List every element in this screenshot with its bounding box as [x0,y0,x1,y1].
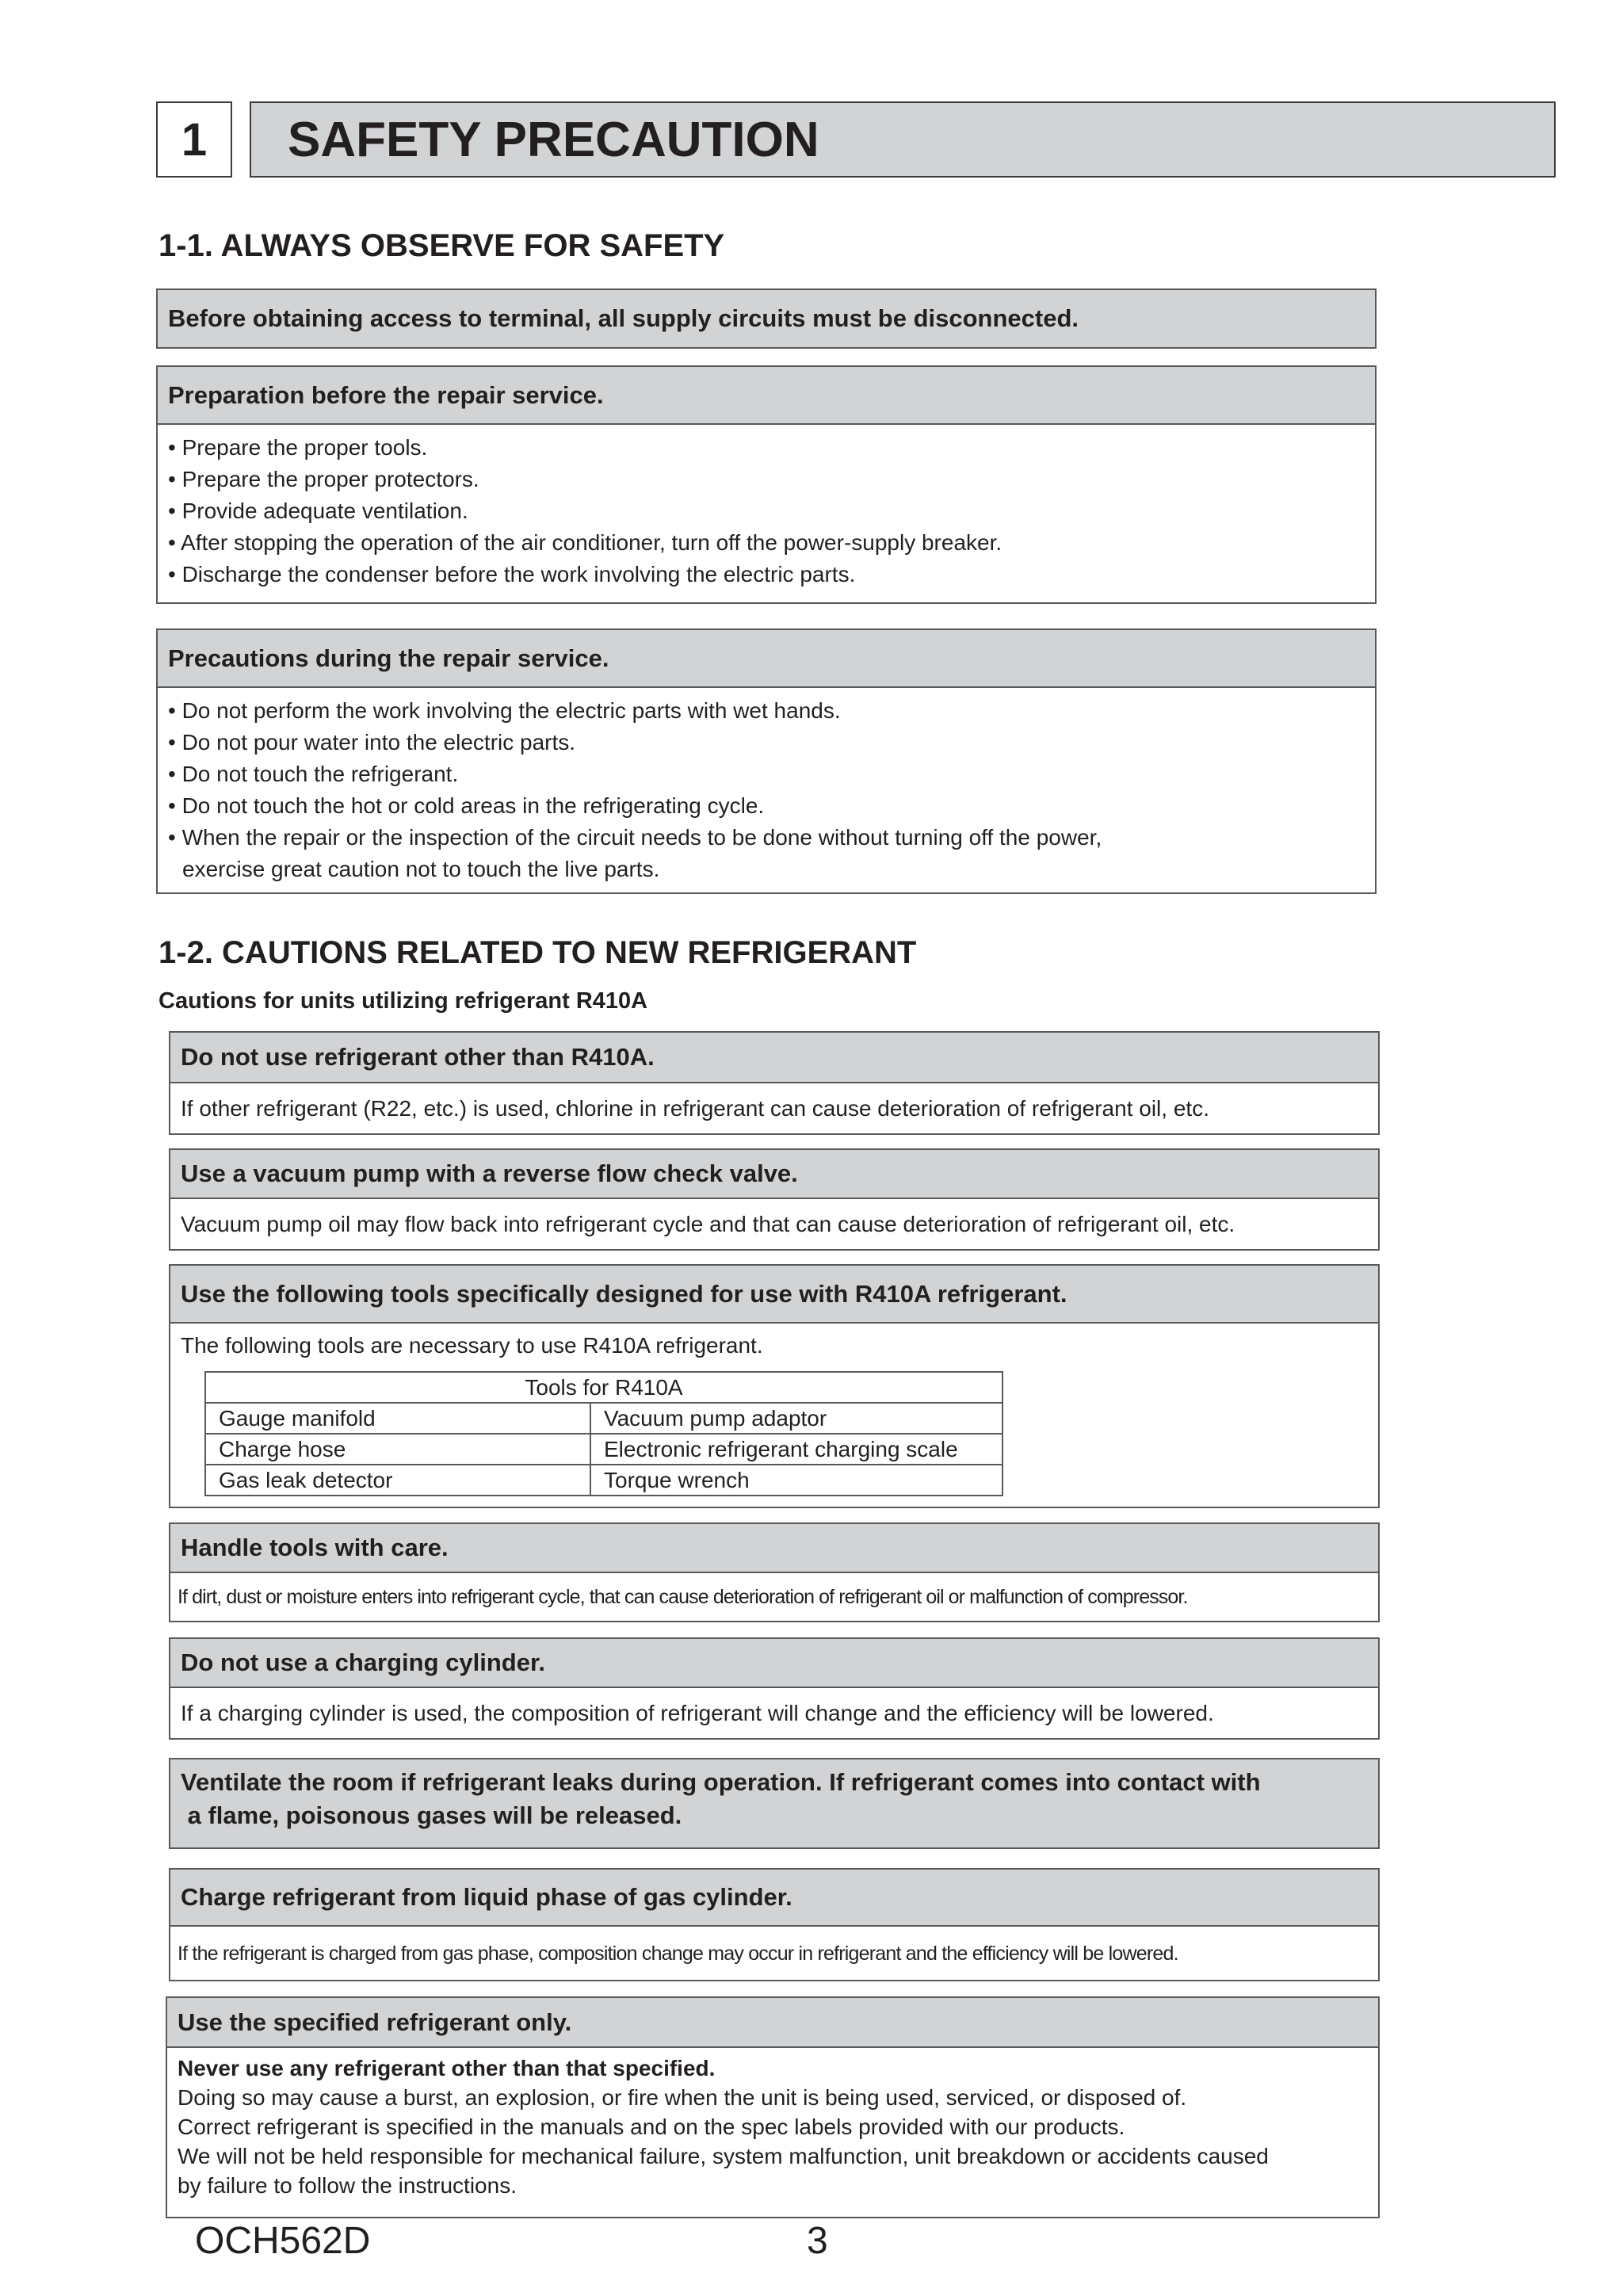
caution-box-4 [169,1522,1380,1622]
caution-box-2 [169,1148,1380,1251]
list-item: • After stopping the operation of the air conditioner, turn off the power-supply breaker. [168,530,1002,555]
caution-header: Use a vacuum pump with a reverse flow check valve. [170,1150,1378,1199]
caution-body [167,2048,1378,2200]
page-number: 3 [807,2220,828,2262]
tools-table [204,1371,1003,1496]
caution-header: Use the specified refrigerant only. [167,1998,1378,2048]
table-row [205,1434,1002,1465]
list-item: • Do not pour water into the electric parts. [168,730,576,755]
table-cell: Charge hose [205,1434,590,1465]
notice-box [156,288,1377,349]
caution-body: If other refrigerant (R22, etc.) is used, chlorine in refrigerant can cause deterioration of refrigerant oil, etc. [181,1095,1209,1121]
caution-box-1 [169,1031,1380,1135]
list-item: • Prepare the proper tools. [168,435,428,460]
precautions-header: Precautions during the repair service. [158,630,1375,688]
table-cell: Torque wrench [590,1465,1002,1496]
list-item: • Do not perform the work involving the electric parts with wet hands. [168,698,841,723]
caution-line: Ventilate the room if refrigerant leaks during operation. If refrigerant comes into contact with [181,1768,1261,1796]
table-cell: Gas leak detector [205,1465,590,1496]
table-cell: Gauge manifold [205,1403,590,1434]
preparation-header: Preparation before the repair service. [158,367,1375,425]
list-item: • Do not touch the hot or cold areas in the refrigerating cycle. [168,793,765,818]
chapter-title [250,101,1556,178]
list-item: • Prepare the proper protectors. [168,467,479,491]
caution-body: The following tools are necessary to use R410A refrigerant. [181,1333,763,1358]
caution-header: Do not use refrigerant other than R410A. [170,1033,1378,1083]
notice-text: Before obtaining access to terminal, all supply circuits must be disconnected. [158,290,1375,347]
section-2-title: 1-2. CAUTIONS RELATED TO NEW REFRIGERANT [158,935,917,970]
table-row [205,1403,1002,1434]
caution-header: Charge refrigerant from liquid phase of gas cylinder. [170,1870,1378,1927]
tools-table-title: Tools for R410A [205,1372,1002,1403]
caution-bold-line: Never use any refrigerant other than that specified. [178,2056,716,2080]
caution-box-7 [169,1868,1380,1981]
caution-body: Vacuum pump oil may flow back into refrigerant cycle and that can cause deterioration of refrigerant oil, etc. [181,1211,1235,1236]
caution-box-5 [169,1637,1380,1740]
section-1-title: 1-1. ALWAYS OBSERVE FOR SAFETY [158,228,725,263]
chapter-title-text: SAFETY PRECAUTION [288,112,819,167]
caution-header: Do not use a charging cylinder. [170,1639,1378,1688]
table-cell: Vacuum pump adaptor [590,1403,1002,1434]
preparation-box [156,365,1377,604]
caution-line: a flame, poisonous gases will be released. [181,1801,682,1829]
table-cell: Electronic refrigerant charging scale [590,1434,1002,1465]
chapter-number: 1 [156,101,232,178]
section-2-subtitle: Cautions for units utilizing refrigerant R410A [158,988,648,1014]
model-number: OCH562D [195,2220,371,2262]
list-item: • When the repair or the inspection of the circuit needs to be done without turning off the power, [168,825,1102,850]
preparation-list [158,425,1375,590]
caution-body: If dirt, dust or moisture enters into refrigerant cycle, that can cause deterioration of refrigerant oil or malfunction of compressor. [178,1586,1188,1608]
list-item: • Discharge the condenser before the work involving the electric parts. [168,562,856,586]
caution-header: Handle tools with care. [170,1524,1378,1573]
table-row [205,1465,1002,1496]
list-item: • Provide adequate ventilation. [168,499,468,523]
caution-box-8 [166,1996,1380,2218]
caution-header [170,1759,1378,1847]
caution-line: Doing so may cause a burst, an explosion, or fire when the unit is being used, serviced, or disposed of. [178,2085,1187,2110]
caution-box-3 [169,1264,1380,1508]
caution-box-6 [169,1758,1380,1849]
list-item: exercise great caution not to touch the live parts. [182,857,660,881]
caution-header: Use the following tools specifically designed for use with R410A refrigerant. [170,1266,1378,1324]
caution-line: We will not be held responsible for mechanical failure, system malfunction, unit breakdown or accidents caused [178,2144,1269,2168]
list-item: • Do not touch the refrigerant. [168,762,459,786]
caution-body: If a charging cylinder is used, the composition of refrigerant will change and the efficiency will be lowered. [181,1700,1214,1725]
caution-line: Correct refrigerant is specified in the manuals and on the spec labels provided with our products. [178,2115,1125,2139]
precautions-box [156,628,1377,894]
caution-body: If the refrigerant is charged from gas phase, composition change may occur in refrigerant and the efficiency will be lowered. [178,1942,1178,1965]
caution-line: by failure to follow the instructions. [178,2173,517,2198]
precautions-list [158,688,1375,885]
